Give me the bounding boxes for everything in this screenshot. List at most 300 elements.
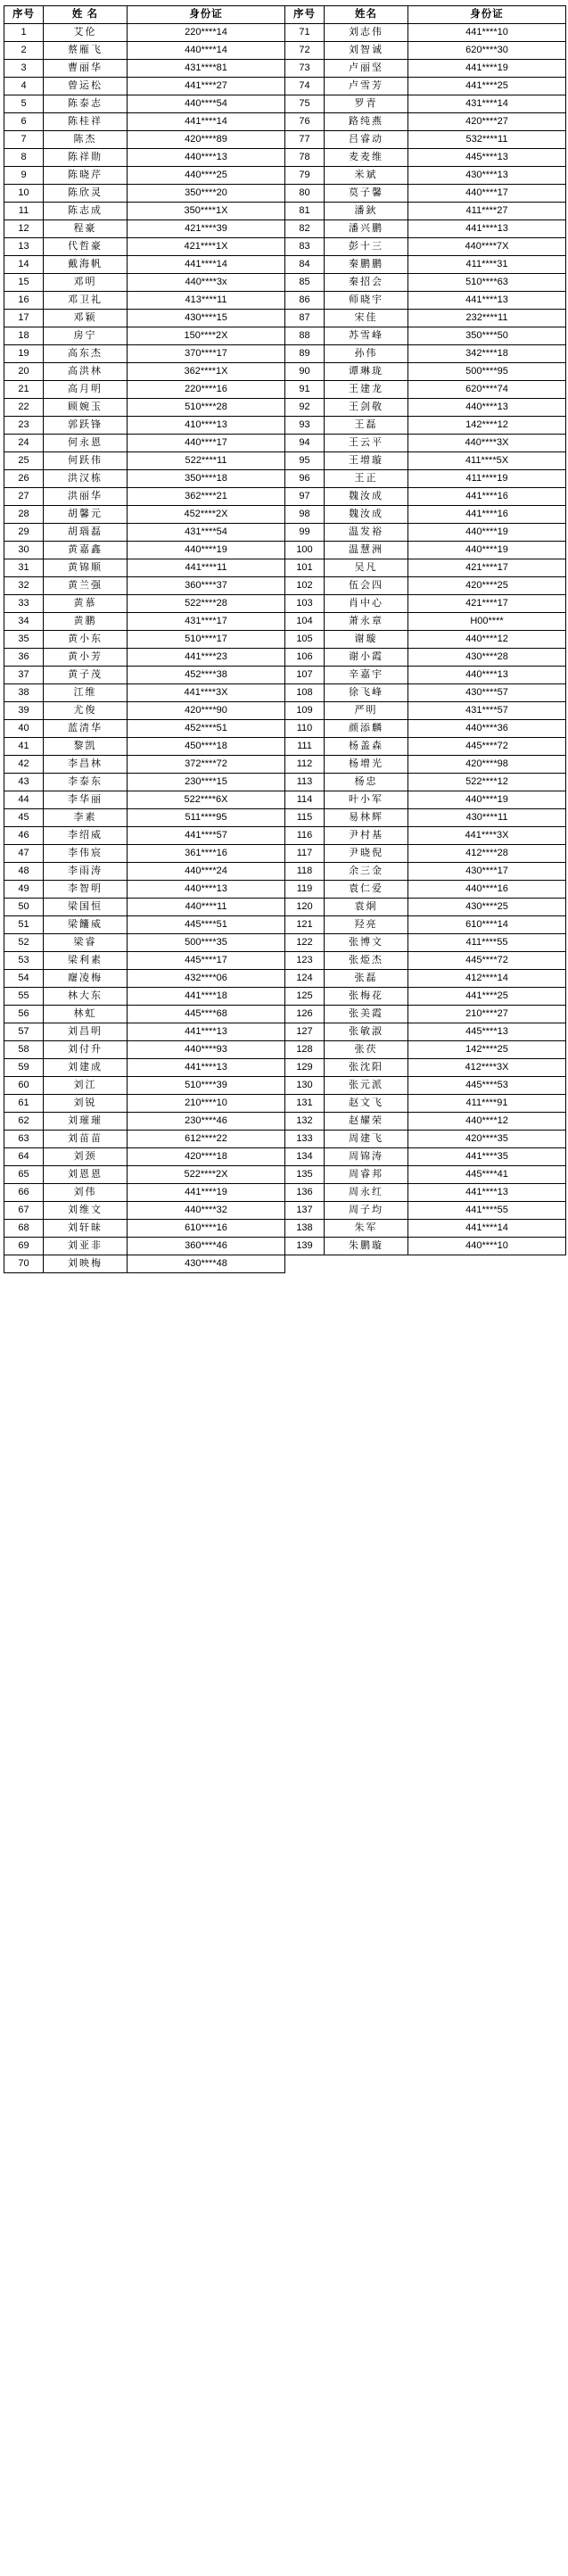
cell-index-right: 117 — [285, 845, 325, 863]
table-row — [4, 292, 566, 310]
cell-index-right: 134 — [285, 1148, 325, 1166]
cell-name-right: 张梅花 — [325, 988, 408, 1006]
cell-id-right: 210****27 — [408, 1006, 566, 1023]
cell-name-right: 温发裕 — [325, 524, 408, 542]
cell-name-right: 伍会四 — [325, 577, 408, 595]
cell-name-left: 代哲豪 — [44, 238, 128, 256]
cell-id-left: 441****19 — [128, 1184, 285, 1202]
table-row — [4, 488, 566, 506]
cell-index-left: 44 — [4, 791, 44, 809]
cell-index-right: 103 — [285, 595, 325, 613]
cell-id-right: 440****12 — [408, 1113, 566, 1131]
cell-name-left: 李绍威 — [44, 827, 128, 845]
table-row — [4, 970, 566, 988]
cell-id-right: 440****16 — [408, 881, 566, 899]
cell-id-left: 421****1X — [128, 238, 285, 256]
cell-id-left: 220****16 — [128, 381, 285, 399]
cell-index-right: 75 — [285, 95, 325, 113]
table-row — [4, 988, 566, 1006]
cell-index-left: 42 — [4, 756, 44, 774]
cell-id-left: 360****37 — [128, 577, 285, 595]
cell-name-right: 卢丽坚 — [325, 60, 408, 78]
cell-id-left: 420****89 — [128, 131, 285, 149]
cell-id-left: 410****13 — [128, 417, 285, 435]
cell-name-left: 陈晓芹 — [44, 167, 128, 185]
cell-index-right: 80 — [285, 185, 325, 203]
cell-index-right: 106 — [285, 649, 325, 667]
table-row — [4, 327, 566, 345]
cell-name-right: 肖中心 — [325, 595, 408, 613]
cell-name-left: 顾婉玉 — [44, 399, 128, 417]
cell-name-left: 林虹 — [44, 1006, 128, 1023]
cell-index-left: 27 — [4, 488, 44, 506]
header-index-right: 序号 — [285, 6, 325, 24]
cell-name-left: 高月明 — [44, 381, 128, 399]
cell-id-right: 610****14 — [408, 916, 566, 934]
cell-index-left: 10 — [4, 185, 44, 203]
cell-id-right: 532****11 — [408, 131, 566, 149]
table-row — [4, 1095, 566, 1113]
cell-index-left: 41 — [4, 738, 44, 756]
cell-id-left: 510****28 — [128, 399, 285, 417]
cell-index-left: 21 — [4, 381, 44, 399]
cell-name-right: 米斌 — [325, 167, 408, 185]
cell-name-left: 何跃伟 — [44, 452, 128, 470]
cell-id-left: 445****68 — [128, 1006, 285, 1023]
cell-id-left: 500****35 — [128, 934, 285, 952]
cell-name-right: 张元派 — [325, 1077, 408, 1095]
header-name-left: 姓 名 — [44, 6, 128, 24]
cell-index-left: 2 — [4, 42, 44, 60]
table-row — [4, 1220, 566, 1238]
cell-id-left: 420****90 — [128, 702, 285, 720]
header-name-right: 姓名 — [325, 6, 408, 24]
cell-index-right: 97 — [285, 488, 325, 506]
table-row — [4, 1255, 566, 1273]
cell-name-left: 黄子茂 — [44, 667, 128, 684]
cell-index-right: 121 — [285, 916, 325, 934]
cell-name-left: 戴海帆 — [44, 256, 128, 274]
table-row — [4, 916, 566, 934]
cell-id-right: 441****19 — [408, 60, 566, 78]
cell-id-left: 441****14 — [128, 113, 285, 131]
cell-name-right: 辛嘉宇 — [325, 667, 408, 684]
cell-index-left: 65 — [4, 1166, 44, 1184]
cell-index-left: 25 — [4, 452, 44, 470]
cell-index-right: 129 — [285, 1059, 325, 1077]
cell-index-left: 32 — [4, 577, 44, 595]
cell-id-left: 430****15 — [128, 310, 285, 327]
cell-id-right: 420****35 — [408, 1131, 566, 1148]
cell-name-right: 张沈阳 — [325, 1059, 408, 1077]
cell-id-right: 411****31 — [408, 256, 566, 274]
cell-index-left: 3 — [4, 60, 44, 78]
cell-name-left: 刘苗苗 — [44, 1131, 128, 1148]
cell-id-left: 441****13 — [128, 1059, 285, 1077]
cell-id-left: 441****57 — [128, 827, 285, 845]
roster-table — [4, 5, 566, 1273]
cell-id-left: 362****1X — [128, 363, 285, 381]
cell-index-left: 67 — [4, 1202, 44, 1220]
header-id-left: 身份证 — [128, 6, 285, 24]
cell-id-left: 510****17 — [128, 631, 285, 649]
cell-id-right: 411****27 — [408, 203, 566, 220]
cell-index-right: 107 — [285, 667, 325, 684]
cell-index-left: 57 — [4, 1023, 44, 1041]
cell-name-left: 高洪林 — [44, 363, 128, 381]
cell-id-left: 431****54 — [128, 524, 285, 542]
table-row — [4, 435, 566, 452]
cell-index-right: 92 — [285, 399, 325, 417]
cell-name-right: 王正 — [325, 470, 408, 488]
cell-index-right: 108 — [285, 684, 325, 702]
cell-id-right: 430****25 — [408, 899, 566, 916]
cell-id-left: 441****23 — [128, 649, 285, 667]
cell-index-right: 85 — [285, 274, 325, 292]
cell-id-right: 620****30 — [408, 42, 566, 60]
table-row — [4, 952, 566, 970]
cell-name-right: 魏汝成 — [325, 506, 408, 524]
table-row — [4, 595, 566, 613]
cell-index-left: 11 — [4, 203, 44, 220]
cell-id-left: 350****20 — [128, 185, 285, 203]
table-header — [4, 6, 566, 24]
cell-id-right: 510****63 — [408, 274, 566, 292]
cell-index-left: 47 — [4, 845, 44, 863]
table-row — [4, 1113, 566, 1131]
cell-index-left: 20 — [4, 363, 44, 381]
table-row — [4, 506, 566, 524]
cell-index-right — [285, 1255, 325, 1273]
header-row — [4, 6, 566, 24]
cell-index-right: 139 — [285, 1238, 325, 1255]
cell-name-right: 谢璇 — [325, 631, 408, 649]
table-row — [4, 1184, 566, 1202]
cell-name-left: 邓颖 — [44, 310, 128, 327]
cell-id-left: 440****14 — [128, 42, 285, 60]
cell-name-left: 黎凯 — [44, 738, 128, 756]
cell-id-right: 620****74 — [408, 381, 566, 399]
cell-name-right: 刘志伟 — [325, 24, 408, 42]
cell-index-right: 88 — [285, 327, 325, 345]
cell-id-right — [408, 1255, 566, 1273]
cell-index-left: 12 — [4, 220, 44, 238]
cell-index-right: 87 — [285, 310, 325, 327]
cell-name-right: 羟亮 — [325, 916, 408, 934]
cell-index-right: 130 — [285, 1077, 325, 1095]
cell-name-right: 罗青 — [325, 95, 408, 113]
cell-index-left: 59 — [4, 1059, 44, 1077]
cell-id-left: 421****39 — [128, 220, 285, 238]
cell-name-left: 李泰东 — [44, 774, 128, 791]
table-row — [4, 702, 566, 720]
cell-index-left: 52 — [4, 934, 44, 952]
cell-name-left: 黄嘉鑫 — [44, 542, 128, 559]
cell-index-left: 5 — [4, 95, 44, 113]
cell-name-left: 李素 — [44, 809, 128, 827]
cell-name-right: 张美霞 — [325, 1006, 408, 1023]
cell-name-right: 周子均 — [325, 1202, 408, 1220]
cell-name-left: 江维 — [44, 684, 128, 702]
cell-name-left: 梁睿 — [44, 934, 128, 952]
cell-index-right: 135 — [285, 1166, 325, 1184]
cell-name-left: 房宁 — [44, 327, 128, 345]
cell-name-left: 刘伟 — [44, 1184, 128, 1202]
cell-index-right: 112 — [285, 756, 325, 774]
cell-id-right: 445****13 — [408, 149, 566, 167]
cell-index-right: 90 — [285, 363, 325, 381]
cell-name-left: 刘恩恩 — [44, 1166, 128, 1184]
cell-name-right: 杨盖森 — [325, 738, 408, 756]
cell-id-right: 232****11 — [408, 310, 566, 327]
table-row — [4, 1202, 566, 1220]
cell-name-right: 易林辉 — [325, 809, 408, 827]
table-row — [4, 363, 566, 381]
cell-id-right: 441****16 — [408, 506, 566, 524]
cell-id-left: 440****3x — [128, 274, 285, 292]
cell-index-right: 94 — [285, 435, 325, 452]
table-row — [4, 577, 566, 595]
cell-index-right: 86 — [285, 292, 325, 310]
cell-name-left: 陈泰志 — [44, 95, 128, 113]
cell-index-right: 77 — [285, 131, 325, 149]
table-row — [4, 131, 566, 149]
cell-id-left: 511****95 — [128, 809, 285, 827]
cell-id-right: 440****17 — [408, 185, 566, 203]
cell-index-right: 116 — [285, 827, 325, 845]
cell-id-left: 450****18 — [128, 738, 285, 756]
cell-name-right: 杨忠 — [325, 774, 408, 791]
cell-index-right: 81 — [285, 203, 325, 220]
cell-id-right: 441****13 — [408, 1184, 566, 1202]
cell-index-left: 66 — [4, 1184, 44, 1202]
cell-name-right: 吕睿动 — [325, 131, 408, 149]
table-row — [4, 1059, 566, 1077]
cell-name-left: 刘维文 — [44, 1202, 128, 1220]
cell-name-right: 严明 — [325, 702, 408, 720]
cell-id-left: 445****51 — [128, 916, 285, 934]
cell-name-right: 吴凡 — [325, 559, 408, 577]
cell-index-left: 19 — [4, 345, 44, 363]
cell-index-right: 132 — [285, 1113, 325, 1131]
cell-name-right: 叶小军 — [325, 791, 408, 809]
cell-name-left: 梁利素 — [44, 952, 128, 970]
cell-id-right: H00**** — [408, 613, 566, 631]
cell-index-left: 17 — [4, 310, 44, 327]
table-row — [4, 881, 566, 899]
cell-index-right: 95 — [285, 452, 325, 470]
cell-id-left: 445****17 — [128, 952, 285, 970]
cell-index-left: 54 — [4, 970, 44, 988]
cell-name-left: 刘昌明 — [44, 1023, 128, 1041]
table-row — [4, 613, 566, 631]
cell-index-right: 128 — [285, 1041, 325, 1059]
cell-id-left: 440****19 — [128, 542, 285, 559]
cell-name-right: 张茯 — [325, 1041, 408, 1059]
cell-name-left: 蓝清华 — [44, 720, 128, 738]
cell-index-left: 24 — [4, 435, 44, 452]
cell-id-left: 440****11 — [128, 899, 285, 916]
cell-index-right: 71 — [285, 24, 325, 42]
cell-id-right: 430****17 — [408, 863, 566, 881]
cell-index-right: 125 — [285, 988, 325, 1006]
table-row — [4, 1131, 566, 1148]
cell-name-right: 王建龙 — [325, 381, 408, 399]
cell-name-left: 陈杰 — [44, 131, 128, 149]
cell-id-right: 445****72 — [408, 952, 566, 970]
cell-id-right: 142****12 — [408, 417, 566, 435]
cell-index-left: 26 — [4, 470, 44, 488]
table-row — [4, 203, 566, 220]
cell-index-right: 124 — [285, 970, 325, 988]
cell-id-right: 441****25 — [408, 988, 566, 1006]
table-row — [4, 185, 566, 203]
cell-id-right: 431****57 — [408, 702, 566, 720]
cell-id-left: 452****51 — [128, 720, 285, 738]
cell-name-right: 朱鹏璇 — [325, 1238, 408, 1255]
cell-index-left: 51 — [4, 916, 44, 934]
cell-index-right: 137 — [285, 1202, 325, 1220]
cell-index-right: 84 — [285, 256, 325, 274]
cell-id-right: 440****19 — [408, 542, 566, 559]
cell-index-left: 46 — [4, 827, 44, 845]
cell-name-right: 麦麦维 — [325, 149, 408, 167]
cell-name-right: 谢小霞 — [325, 649, 408, 667]
cell-id-right: 430****28 — [408, 649, 566, 667]
cell-index-left: 36 — [4, 649, 44, 667]
cell-name-left: 李智明 — [44, 881, 128, 899]
cell-index-right: 99 — [285, 524, 325, 542]
cell-name-left: 陈欣灵 — [44, 185, 128, 203]
cell-name-left: 李昌林 — [44, 756, 128, 774]
table-row — [4, 667, 566, 684]
cell-index-left: 43 — [4, 774, 44, 791]
cell-name-right: 赵耀荣 — [325, 1113, 408, 1131]
cell-name-right: 师晓宇 — [325, 292, 408, 310]
cell-index-right: 91 — [285, 381, 325, 399]
cell-id-right: 142****25 — [408, 1041, 566, 1059]
table-row — [4, 738, 566, 756]
cell-id-right: 441****35 — [408, 1148, 566, 1166]
cell-name-left: 胡馨元 — [44, 506, 128, 524]
cell-id-left: 432****06 — [128, 970, 285, 988]
cell-index-left: 50 — [4, 899, 44, 916]
cell-index-right: 73 — [285, 60, 325, 78]
cell-index-left: 35 — [4, 631, 44, 649]
cell-id-left: 350****18 — [128, 470, 285, 488]
cell-index-left: 55 — [4, 988, 44, 1006]
table-row — [4, 238, 566, 256]
cell-index-right: 98 — [285, 506, 325, 524]
table-row — [4, 559, 566, 577]
cell-name-right: 张敏淑 — [325, 1023, 408, 1041]
cell-name-right: 彭十三 — [325, 238, 408, 256]
cell-name-left: 曾运松 — [44, 78, 128, 95]
cell-id-left: 452****38 — [128, 667, 285, 684]
cell-name-left: 刘建成 — [44, 1059, 128, 1077]
cell-name-right: 颜添麟 — [325, 720, 408, 738]
cell-index-right: 118 — [285, 863, 325, 881]
cell-name-right: 宋佳 — [325, 310, 408, 327]
cell-name-right: 王剑敬 — [325, 399, 408, 417]
cell-id-right: 522****12 — [408, 774, 566, 791]
cell-id-left: 610****16 — [128, 1220, 285, 1238]
cell-index-left: 68 — [4, 1220, 44, 1238]
cell-index-left: 48 — [4, 863, 44, 881]
cell-index-left: 22 — [4, 399, 44, 417]
cell-index-right: 76 — [285, 113, 325, 131]
table-row — [4, 899, 566, 916]
cell-name-left: 黄锦顺 — [44, 559, 128, 577]
cell-index-left: 9 — [4, 167, 44, 185]
cell-index-left: 6 — [4, 113, 44, 131]
cell-id-left: 431****17 — [128, 613, 285, 631]
roster-sheet — [0, 0, 568, 1280]
table-row — [4, 934, 566, 952]
table-row — [4, 774, 566, 791]
cell-index-right: 104 — [285, 613, 325, 631]
cell-index-left: 63 — [4, 1131, 44, 1148]
cell-id-left: 370****17 — [128, 345, 285, 363]
cell-index-left: 34 — [4, 613, 44, 631]
cell-name-left: 刘锐 — [44, 1095, 128, 1113]
cell-name-right: 张烥杰 — [325, 952, 408, 970]
table-row — [4, 310, 566, 327]
cell-index-right: 122 — [285, 934, 325, 952]
cell-id-left: 522****6X — [128, 791, 285, 809]
cell-id-left: 440****13 — [128, 149, 285, 167]
cell-name-right: 余三金 — [325, 863, 408, 881]
cell-id-right: 420****25 — [408, 577, 566, 595]
cell-index-left: 4 — [4, 78, 44, 95]
table-row — [4, 274, 566, 292]
cell-name-left: 梁国恒 — [44, 899, 128, 916]
cell-id-left: 150****2X — [128, 327, 285, 345]
cell-id-right: 440****19 — [408, 524, 566, 542]
cell-id-right: 412****14 — [408, 970, 566, 988]
cell-name-left: 刘璀璀 — [44, 1113, 128, 1131]
table-row — [4, 649, 566, 667]
cell-name-right: 苏雪峰 — [325, 327, 408, 345]
cell-index-right: 114 — [285, 791, 325, 809]
cell-index-right: 72 — [285, 42, 325, 60]
cell-name-right: 朱军 — [325, 1220, 408, 1238]
cell-name-left: 廜凌梅 — [44, 970, 128, 988]
cell-name-right: 秦招会 — [325, 274, 408, 292]
cell-id-left: 413****11 — [128, 292, 285, 310]
cell-index-left: 53 — [4, 952, 44, 970]
cell-id-right: 440****36 — [408, 720, 566, 738]
cell-id-left: 360****46 — [128, 1238, 285, 1255]
cell-id-left: 441****11 — [128, 559, 285, 577]
cell-index-left: 40 — [4, 720, 44, 738]
cell-id-left: 612****22 — [128, 1131, 285, 1148]
cell-id-left: 441****13 — [128, 1023, 285, 1041]
cell-index-left: 7 — [4, 131, 44, 149]
cell-id-right: 500****95 — [408, 363, 566, 381]
cell-id-left: 362****21 — [128, 488, 285, 506]
table-row — [4, 631, 566, 649]
cell-name-right: 周建飞 — [325, 1131, 408, 1148]
table-row — [4, 845, 566, 863]
cell-id-left: 431****81 — [128, 60, 285, 78]
cell-id-left: 220****14 — [128, 24, 285, 42]
cell-name-left: 刘江 — [44, 1077, 128, 1095]
table-row — [4, 542, 566, 559]
cell-id-left: 361****16 — [128, 845, 285, 863]
table-body — [4, 24, 566, 1273]
cell-name-left: 刘付升 — [44, 1041, 128, 1059]
